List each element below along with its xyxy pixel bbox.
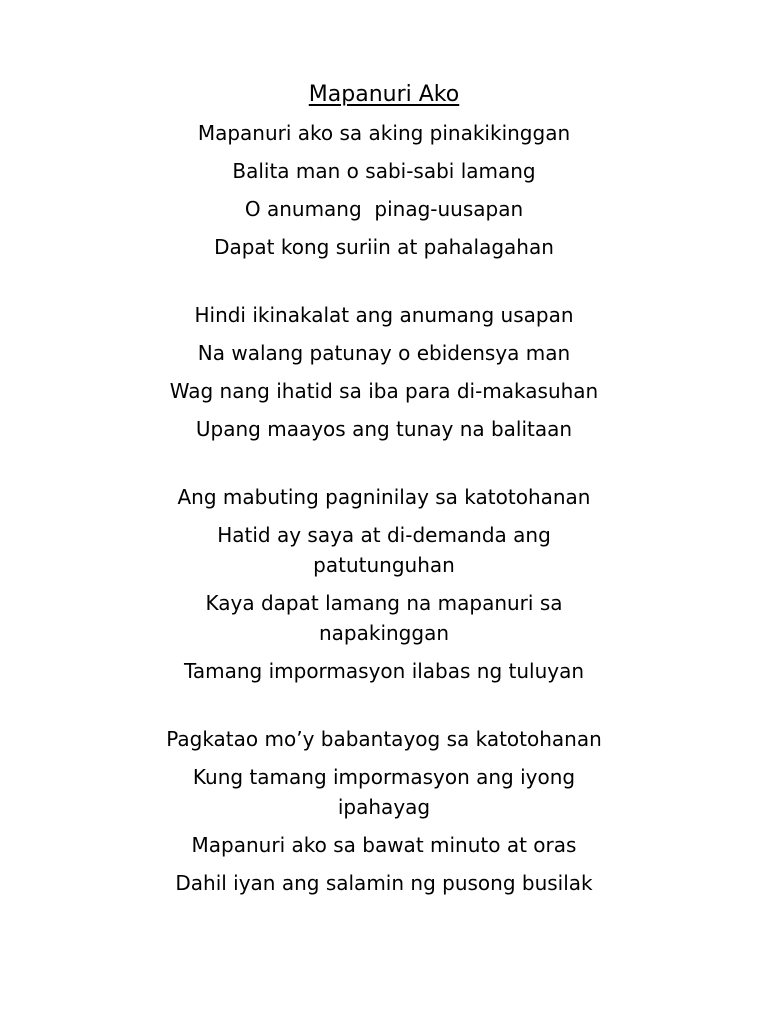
- poem-line: Wag nang ihatid sa iba para di-makasuhan: [169, 379, 599, 403]
- poem-title: Mapanuri Ako: [308, 82, 460, 107]
- stanza-2: [0, 300, 768, 444]
- stanza-3: [0, 482, 768, 686]
- poem-line: Ang mabuting pagninilay sa katotohanan: [177, 485, 591, 509]
- poem-line: Dapat kong suriin at pahalagahan: [214, 235, 554, 259]
- stanza-1: [0, 118, 768, 262]
- poem-line: Dahil iyan ang salamin ng pusong busilak: [175, 871, 593, 895]
- poem-line: Tamang impormasyon ilabas ng tuluyan: [183, 659, 585, 683]
- stanza-4: [0, 724, 768, 898]
- poem-line: Kaya dapat lamang na mapanuri sa napakinggan: [205, 591, 563, 645]
- poem-line: Na walang patunay o ebidensya man: [197, 341, 571, 365]
- poem-line: O anumang pinag-uusapan: [244, 197, 524, 221]
- poem-line: Pagkatao mo’y babantayog sa katotohanan: [166, 727, 602, 751]
- poem-line: Hatid ay saya at di-demanda ang patutunguhan: [217, 523, 551, 577]
- poem-line: Mapanuri ako sa aking pinakikinggan: [197, 121, 571, 145]
- poem-line: Balita man o sabi-sabi lamang: [232, 159, 536, 183]
- poem-line: Mapanuri ako sa bawat minuto at oras: [191, 833, 577, 857]
- poem-line: Upang maayos ang tunay na balitaan: [195, 417, 573, 441]
- poem-line: Hindi ikinakalat ang anumang usapan: [194, 303, 574, 327]
- poem-line: Kung tamang impormasyon ang iyong ipahayag: [192, 765, 576, 819]
